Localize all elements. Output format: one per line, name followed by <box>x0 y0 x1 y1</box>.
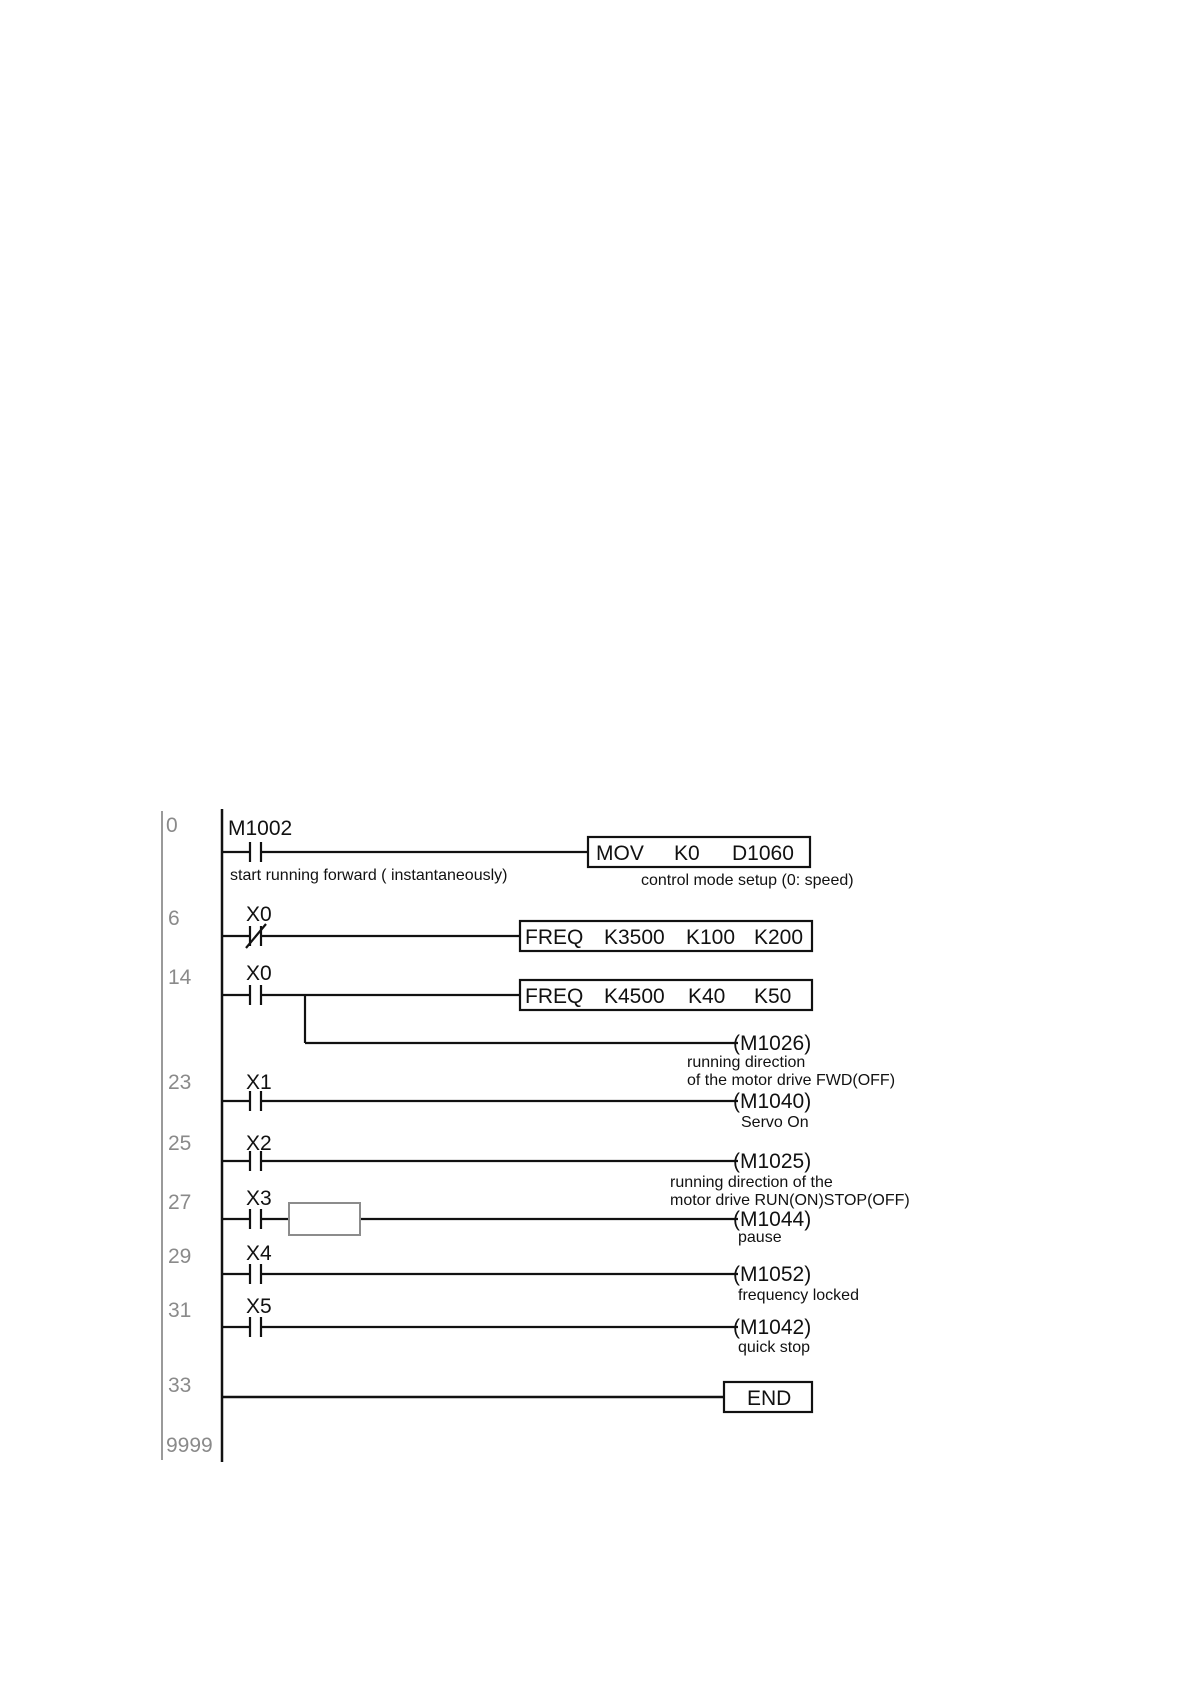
contact-label-x1: X1 <box>246 1071 272 1094</box>
step-number: 6 <box>168 907 180 930</box>
coil-m1040: (M1040) <box>733 1090 812 1113</box>
instruction-arg: K0 <box>674 842 700 865</box>
no-contact-x4 <box>222 1264 738 1284</box>
coil-m1025: (M1025) <box>733 1150 812 1173</box>
step-number: 29 <box>168 1245 192 1268</box>
no-contact-x2 <box>222 1151 738 1171</box>
instruction-arg: D1060 <box>732 842 794 865</box>
coil-comment: quick stop <box>738 1339 811 1356</box>
instruction-arg: K40 <box>688 985 726 1008</box>
step-number: 27 <box>168 1191 192 1214</box>
coil-comment: of the motor drive FWD(OFF) <box>687 1072 896 1089</box>
step-number: 9999 <box>166 1434 213 1457</box>
coil-m1052: (M1052) <box>733 1263 812 1286</box>
coil-comment: running direction <box>687 1054 806 1071</box>
instruction-op: FREQ <box>525 985 584 1008</box>
contact-comment: start running forward ( instantaneously) <box>230 867 508 884</box>
coil-comment: frequency locked <box>738 1287 859 1304</box>
selection-cursor[interactable] <box>289 1203 360 1235</box>
contact-label-x3: X3 <box>246 1187 272 1210</box>
coil-m1044: (M1044) <box>733 1208 812 1231</box>
step-number: 0 <box>166 814 178 837</box>
step-number: 33 <box>168 1374 192 1397</box>
step-number: 14 <box>168 966 192 989</box>
nc-contact-x0 <box>222 924 520 948</box>
coil-comment: motor drive RUN(ON)STOP(OFF) <box>670 1192 910 1209</box>
instruction-arg: K3500 <box>604 926 665 949</box>
contact-label-x2: X2 <box>246 1132 272 1155</box>
coil-comment: running direction of the <box>670 1174 833 1191</box>
instruction-comment: control mode setup (0: speed) <box>641 872 854 889</box>
contact-label-x0: X0 <box>246 903 272 926</box>
no-contact-x5 <box>222 1317 738 1337</box>
instruction-arg: K100 <box>686 926 736 949</box>
contact-label-x4: X4 <box>246 1242 272 1265</box>
coil-comment: pause <box>738 1229 782 1246</box>
no-contact-x1 <box>222 1091 738 1111</box>
instruction-arg: K50 <box>754 985 792 1008</box>
step-number: 25 <box>168 1132 192 1155</box>
instruction-op: FREQ <box>525 926 584 949</box>
coil-m1042: (M1042) <box>733 1316 812 1339</box>
end-label: END <box>747 1387 792 1410</box>
contact-label-m1002: M1002 <box>228 817 293 840</box>
instruction-arg: K4500 <box>604 985 665 1008</box>
instruction-arg: K200 <box>754 926 804 949</box>
coil-m1026: (M1026) <box>733 1032 812 1055</box>
contact-label-x0: X0 <box>246 962 272 985</box>
no-contact-m1002 <box>222 842 588 862</box>
step-number: 31 <box>168 1299 192 1322</box>
step-number: 23 <box>168 1071 192 1094</box>
instruction-op: MOV <box>596 842 644 865</box>
coil-comment: Servo On <box>741 1114 809 1131</box>
contact-label-x5: X5 <box>246 1295 272 1318</box>
